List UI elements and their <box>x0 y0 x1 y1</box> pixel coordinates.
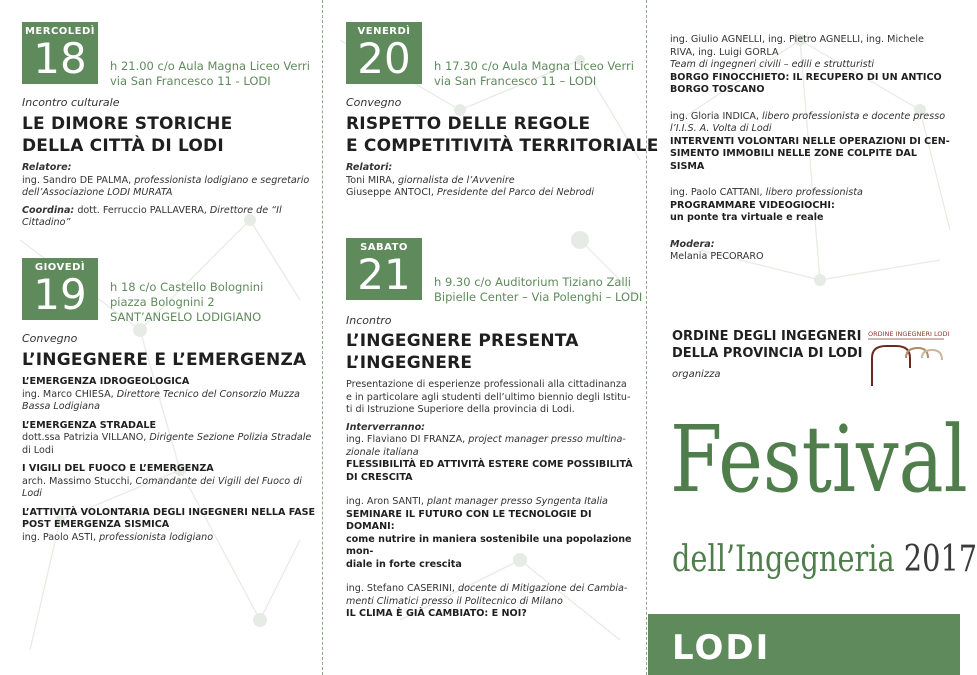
description-line: Presentazione di esperienze professionali alla cittadinanza <box>346 379 627 390</box>
location-line: Bipielle Center – Via Polenghi – LODI <box>434 290 643 304</box>
event-location <box>110 59 310 89</box>
description-line: e in particolare agli studenti dell’ultimo biennio degli Istitu- <box>346 391 631 403</box>
event-title: L’INGEGNERE E L’EMERGENZA <box>22 350 307 370</box>
event-type: Incontro <box>346 314 392 327</box>
organizer-caption: organizza <box>672 369 721 380</box>
talk-subtitle: diale in forte crescita <box>346 558 462 570</box>
speaker-name: ing. Marco CHIESA, <box>22 388 114 400</box>
speaker-role: dell’Associazione LODI MURATA <box>22 187 173 198</box>
speaker-name: Toni MIRA, <box>346 174 395 186</box>
description-line: ti di Istruzione Superiore della provincia di Lodi. <box>346 404 575 415</box>
festival-heading: Festival <box>670 406 968 513</box>
speaker-role: libero professionista <box>765 187 863 198</box>
event-21-continued <box>670 34 950 264</box>
title-line: LE DIMORE STORICHE <box>22 114 233 134</box>
talk-title: IL CLIMA È GIÀ CAMBIATO: E NOI? <box>346 608 527 619</box>
speaker-name: ing. Paolo CATTANI, <box>670 187 763 198</box>
speaker-role: Bassa Lodigiana <box>22 401 100 412</box>
speaker-name: ing. Gloria INDICA, <box>670 110 759 122</box>
weekday: GIOVEDÌ <box>34 262 86 273</box>
talks <box>346 379 642 621</box>
moderator-name: Melania PECORARO <box>670 251 764 262</box>
moderator-label: Coordina: <box>22 204 75 216</box>
speaker-role: giornalista de l’Avvenire <box>397 174 515 186</box>
talk-title: FLESSIBILITÀ ED ATTIVITÀ ESTERE COME POSSIBILITÀ <box>346 459 633 470</box>
day-number: 19 <box>33 270 87 319</box>
moderator-name: dott. Ferruccio PALLAVERA, <box>77 204 207 216</box>
speaker-name: ing. Stefano CASERINI, <box>346 583 455 594</box>
location-line: via San Francesco 11 – LODI <box>434 74 597 88</box>
location-line: h 17.30 c/o Aula Magna Liceo Verri <box>434 59 634 73</box>
organizer-name <box>672 328 862 362</box>
title-line: L’INGEGNERE PRESENTA <box>346 331 579 351</box>
speaker-role: menti Climatici presso il Politecnico di Milano <box>346 595 563 607</box>
speaker-role: plant manager presso Syngenta Italia <box>427 496 608 507</box>
speaker-label: Relatori: <box>346 162 393 173</box>
event-type: Convegno <box>22 332 78 345</box>
talk-title: DI CRESCITA <box>346 471 413 483</box>
speakers <box>22 162 317 230</box>
event-type: Convegno <box>346 96 402 109</box>
weekday: SABATO <box>360 242 408 253</box>
speakers <box>346 162 641 200</box>
speaker-role: professionista lodigiano <box>99 531 214 543</box>
organizer-line: DELLA PROVINCIA DI LODI <box>672 346 863 361</box>
speaker-role: di Lodi <box>22 444 54 456</box>
event-title <box>346 113 659 157</box>
festival-subtitle: dell’Ingegneria <box>672 539 895 580</box>
talk-title: PROGRAMMARE VIDEOGIOCHI: <box>670 199 835 211</box>
location-line: SANT’ANGELO LODIGIANO <box>110 310 262 324</box>
moderator-label: Modera: <box>670 238 715 250</box>
speaker-name: ing. Flaviano DI FRANZA, <box>346 434 466 445</box>
title-line: DELLA CITTÀ DI LODI <box>22 136 224 156</box>
speaker-label: Interverranno: <box>346 421 426 433</box>
talk-subtitle: come nutrire in maniera sostenibile una popolazione mon- <box>346 533 632 557</box>
date-box-20 <box>346 22 422 84</box>
talk-title: BORGO TOSCANO <box>670 84 765 95</box>
event-location <box>110 280 263 325</box>
speaker-name: ing. Sandro DE PALMA, <box>22 174 132 186</box>
speaker-role: zionale italiana <box>346 446 419 458</box>
speaker-name: dott.ssa Patrizia VILLANO, <box>22 432 147 443</box>
speaker-name: ing. Giulio AGNELLI, ing. Pietro AGNELLI, ing. Michele <box>670 34 924 45</box>
talk-title: SEMINARE IL FUTURO CON LE TECNOLOGIE DI DOMANI: <box>346 508 592 532</box>
day-number: 18 <box>33 34 87 83</box>
city-name: LODI <box>672 628 771 668</box>
event-type: Incontro culturale <box>22 96 120 109</box>
event-title <box>346 330 579 374</box>
speaker-role: professionista lodigiano e segretario <box>134 174 310 186</box>
speaker-role: Comandante dei Vigili del Fuoco di Lodi <box>22 475 302 499</box>
date-box-18 <box>22 22 98 84</box>
speaker-name: Giuseppe ANTOCI, <box>346 187 434 198</box>
organizer-line: ORDINE DEGLI INGEGNERI <box>672 329 862 344</box>
weekday: VENERDÌ <box>357 26 411 37</box>
speaker-role: docente di Mitigazione dei Cambia- <box>457 583 628 594</box>
date-box-21 <box>346 238 422 300</box>
talk-title: INTERVENTI VOLONTARI NELLE OPERAZIONI DI CEN- <box>670 135 950 147</box>
festival-year: 2017 <box>903 539 977 580</box>
location-line: via San Francesco 11 - LODI <box>110 74 271 88</box>
day-number: 21 <box>357 250 411 299</box>
location-line: h 9.30 c/o Auditorium Tiziano Zalli <box>434 275 631 289</box>
talk-title: BORGO FINOCCHIETO: IL RECUPERO DI UN ANTICO <box>670 71 942 83</box>
event-title <box>22 113 232 157</box>
day-number: 20 <box>357 34 411 83</box>
date-box-19 <box>22 258 98 320</box>
event-location <box>434 275 642 305</box>
speaker-name: ing. Paolo ASTI, <box>22 531 97 543</box>
moderator-role: Direttore de “Il Cittadino” <box>22 204 282 228</box>
fold-line-left <box>322 0 323 675</box>
speaker-role: project manager presso multina- <box>468 434 626 445</box>
speaker-name: ing. Aron SANTI, <box>346 496 424 507</box>
festival-subheading <box>672 540 977 580</box>
speaker-role: l’I.I.S. A. Volta di Lodi <box>670 123 772 134</box>
speaker-name: RIVA, ing. Luigi GORLA <box>670 46 779 58</box>
location-line: piazza Bolognini 2 <box>110 295 215 309</box>
speaker-name: arch. Massimo Stucchi, <box>22 475 133 487</box>
weekday: MERCOLEDÌ <box>24 26 96 37</box>
talk-title: L’EMERGENZA STRADALE <box>22 419 157 431</box>
talk-title: L’EMERGENZA IDROGEOLOGICA <box>22 376 190 387</box>
speaker-role: Team di ingegneri civili – edili e strutturisti <box>670 59 875 70</box>
location-line: h 21.00 c/o Aula Magna Liceo Verri <box>110 59 310 73</box>
event-location <box>434 59 634 89</box>
logo-text: ORDINE INGEGNERI LODI <box>868 330 950 338</box>
talks <box>22 376 317 544</box>
title-line: L’INGEGNERE <box>346 353 473 373</box>
speaker-role: Direttore Tecnico del Consorzio Muzza <box>116 388 300 400</box>
location-line: h 18 c/o Castello Bolognini <box>110 280 264 294</box>
fold-line-right <box>646 0 647 675</box>
title-line: E COMPETITIVITÀ TERRITORIALE <box>346 136 659 156</box>
speaker-role: Dirigente Sezione Polizia Stradale <box>149 432 312 443</box>
order-logo-icon <box>866 328 950 388</box>
talk-title: I VIGILI DEL FUOCO E L’EMERGENZA <box>22 463 214 474</box>
title-line: RISPETTO DELLE REGOLE <box>346 114 591 134</box>
talk-title: SIMENTO IMMOBILI NELLE ZONE COLPITE DAL SISMA <box>670 148 917 172</box>
speaker-role: libero professionista e docente presso <box>762 110 946 122</box>
speaker-role: Presidente del Parco dei Nebrodi <box>437 187 595 198</box>
talk-title: POST EMERGENZA SISMICA <box>22 519 170 530</box>
talk-subtitle: un ponte tra virtuale e reale <box>670 212 824 223</box>
talk-title: L’ATTIVITÀ VOLONTARIA DEGLI INGEGNERI NELLA FASE <box>22 506 316 518</box>
speaker-label: Relatore: <box>22 162 72 173</box>
